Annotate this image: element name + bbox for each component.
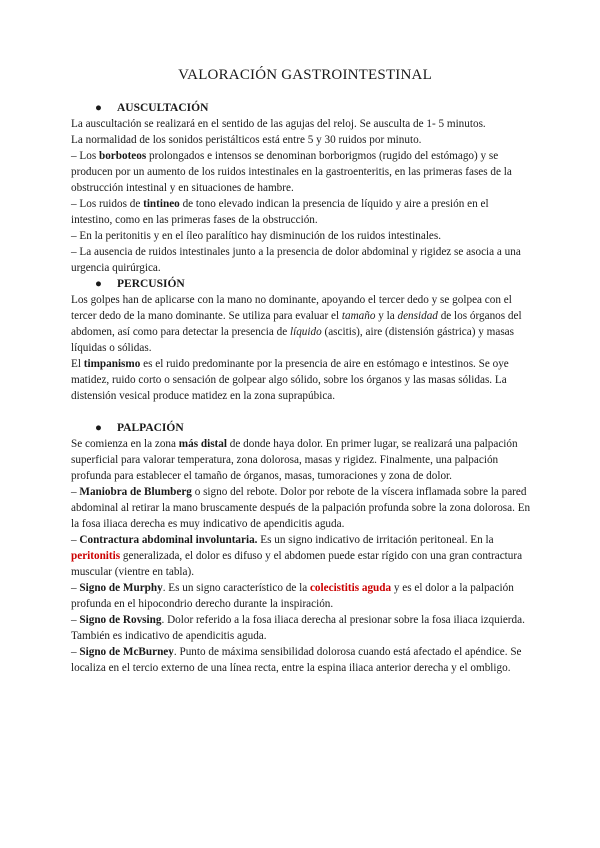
text: y es el dolor a la palpación profunda en el hipocondrio derecho durante la inspiración.	[71, 582, 514, 610]
italic-term: densidad	[397, 310, 438, 322]
paragraph: – La ausencia de ruidos intestinales junto a la presencia de dolor abdominal y rigidez se asocia a una urgencia quirúrgica.	[71, 246, 521, 274]
text: Los golpes han de aplicarse con la mano no dominante, apoyando el tercer dedo y se golpea con el tercer dedo de la mano dominante. Se utiliza para evaluar el	[71, 294, 512, 322]
text: (ascitis), aire (distensión gástrica) y masas líquidas o sólidas.	[71, 326, 514, 354]
text: – Los ruidos de	[71, 198, 144, 210]
text: Es un signo indicativo de irritación peritoneal. En la	[257, 534, 494, 546]
bold-term: borboteos	[98, 150, 147, 162]
section-heading-label: PALPACIÓN	[117, 422, 184, 434]
page-title: VALORACIÓN GASTROINTESTINAL	[178, 67, 432, 83]
section-heading-percusion	[71, 276, 531, 292]
text: . Punto de máxima sensibilidad dolorosa cuando está afectado el apéndice. Se localiza en el tercio externo de una línea recta, entre la espina iliaca anterior derecha y el ombligo.	[71, 646, 522, 674]
paragraph: La normalidad de los sonidos peristálticos está entre 5 y 30 ruidos por minuto.	[71, 134, 422, 146]
text: El	[71, 358, 84, 370]
paragraph	[71, 644, 531, 676]
text: Se comienza en la zona	[71, 438, 179, 450]
highlighted-term: peritonitis	[71, 550, 121, 562]
section-heading-palpacion	[71, 420, 531, 436]
text: de tono elevado indican la presencia de líquido y aire a presión en el intestino, como en las primeras fases de la obstrucción.	[71, 198, 489, 226]
bold-term: Maniobra de Blumberg	[79, 486, 192, 498]
bold-term: Signo de McBurney	[79, 646, 174, 658]
text: o signo del rebote. Dolor por rebote de la víscera inflamada sobre la pared abdominal al retirar la mano bruscamente después de la palpación profunda sobre la zona dolorosa. En la fosa iliaca derecha es muy indicativo de apendicitis aguda.	[71, 486, 531, 530]
bullet-icon: ●	[95, 102, 102, 114]
text: generalizada, el dolor es difuso y el abdomen puede estar rígido con una gran contractura muscular (vientre en tabla).	[71, 550, 523, 578]
text: –	[71, 534, 80, 546]
italic-term: líquido	[289, 326, 322, 338]
bold-term: Contractura abdominal involuntaria.	[79, 534, 258, 546]
bold-term: más distal	[178, 438, 227, 450]
bold-term: Signo de Rovsing	[79, 614, 162, 626]
bullet-icon: ●	[95, 278, 102, 290]
text: –	[71, 614, 80, 626]
paragraph: La auscultación se realizará en el sentido de las agujas del reloj. Se ausculta de 1- 5 minutos.	[71, 118, 486, 130]
highlighted-term: colecistitis aguda	[309, 582, 392, 594]
bold-term: timpanismo	[83, 358, 141, 370]
text: y la	[375, 310, 398, 322]
spacer	[71, 404, 531, 420]
italic-term: tamaño	[341, 310, 376, 322]
text: . Es un signo característico de la	[162, 582, 310, 594]
paragraph: – En la peritonitis y en el íleo paralítico hay disminución de los ruidos intestinales.	[71, 230, 442, 242]
section-heading-auscultacion	[71, 100, 531, 116]
text: – Los	[71, 150, 99, 162]
paragraph	[71, 196, 531, 228]
bold-term: Signo de Murphy	[79, 582, 163, 594]
section-heading-label: AUSCULTACIÓN	[117, 102, 209, 114]
paragraph	[71, 532, 531, 580]
paragraph	[71, 356, 531, 404]
paragraph	[71, 484, 531, 532]
bullet-icon: ●	[95, 422, 102, 434]
text: es el ruido predominante por la presencia de aire en estómago e intestinos. Se oye matidez, ruido corto o sensación de golpear algo sólido, sobre los órganos y las masas sólidas. La distensión vesical produce matidez en la zona suprapúbica.	[71, 358, 509, 402]
section-heading-label: PERCUSIÓN	[117, 278, 185, 290]
text: de los órganos del abdomen, así como para detectar la presencia de	[71, 310, 522, 338]
paragraph	[71, 292, 531, 356]
text: –	[71, 486, 80, 498]
text: prolongados e intensos se denominan borborigmos (rugido del estómago) y se producen por un aumento de los ruidos intestinales en la gastroenteritis, en las primeras fases de la obstrucción intestinal y en situaciones de hambre.	[71, 150, 512, 194]
text: –	[71, 582, 80, 594]
text: de donde haya dolor. En primer lugar, se realizará una palpación superficial para valorar temperatura, zona dolorosa, masas y rigidez. Finalmente, una palpación profunda para establecer el tamaño de órganos, masas, tumoraciones y zona de dolor.	[71, 438, 518, 482]
text: –	[71, 646, 80, 658]
paragraph	[71, 612, 531, 644]
paragraph	[71, 436, 531, 484]
bold-term: tintineo	[143, 198, 180, 210]
document-page	[71, 66, 531, 676]
paragraph	[71, 580, 531, 612]
text: . Dolor referido a la fosa iliaca derecha al presionar sobre la fosa iliaca izquierda. También es indicativo de apendicitis aguda.	[71, 614, 525, 642]
paragraph	[71, 148, 531, 196]
